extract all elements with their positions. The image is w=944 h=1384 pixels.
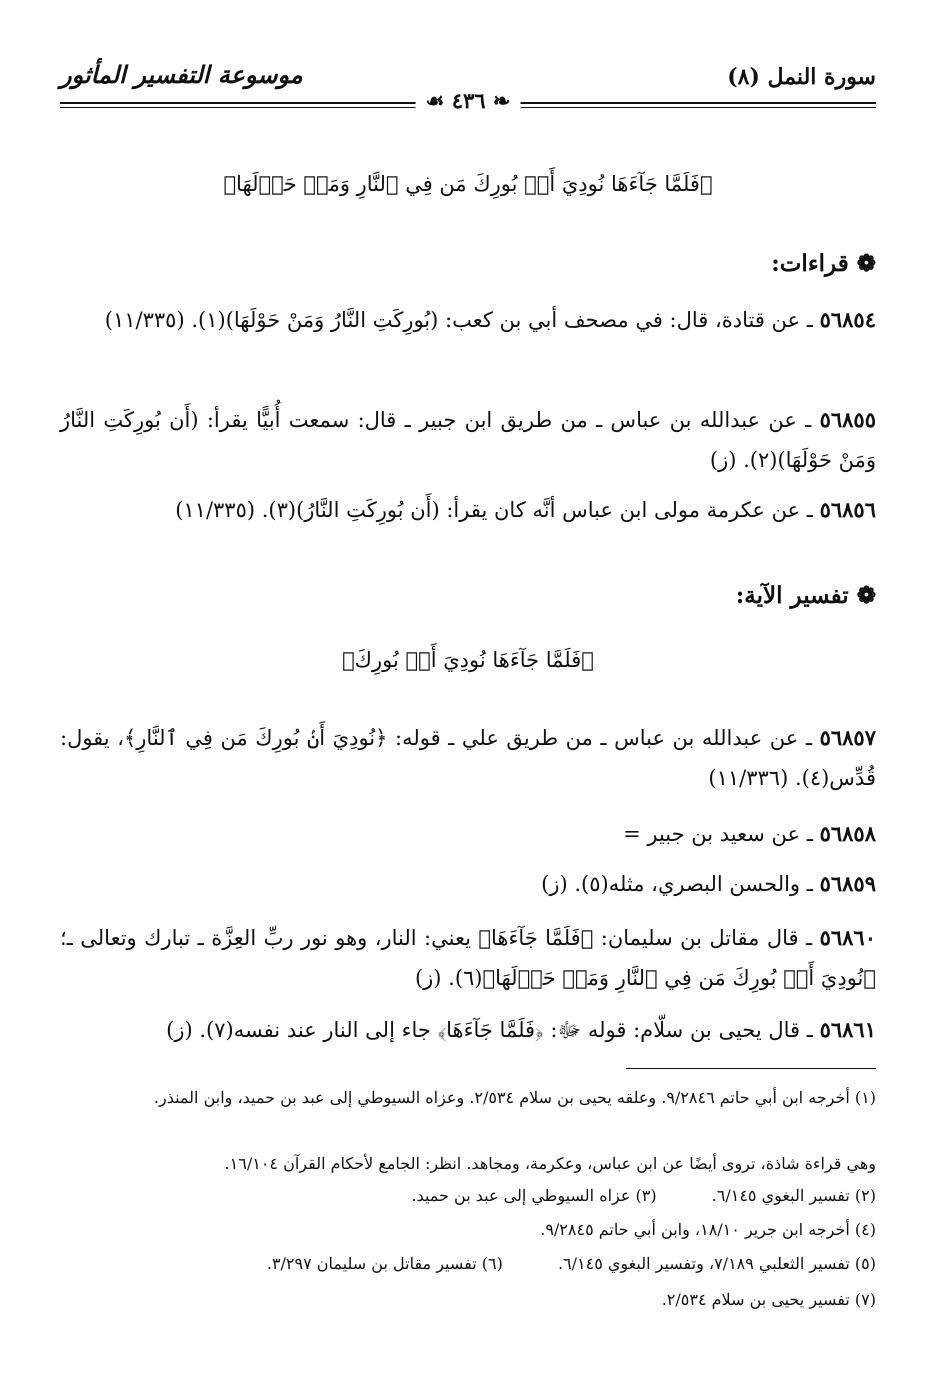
entry-number: ٥٦٨٥٨ [819,821,876,846]
footnote-rule [626,1068,876,1069]
entry-number: ٥٦٨٥٤ [819,307,876,332]
entry-text: ـ قال مقاتل بن سليمان: ﴿فَلَمَّا جَآءَهَا﴾ يعني: النار، وهو نور ربِّ العِزَّة ـ تبارك وتعالى ـ؛ ﴿نُودِيَ أَنۢ بُورِكَ مَن فِي ٱلنَّارِ وَمَنۡ حَوۡلَهَا﴾(٦). (ز) [60,926,876,990]
footnote-2: (٢) تفسير البغوي ٦/١٤٥. [711,1186,876,1205]
entry [60,864,876,904]
entry-number: ٥٦٨٥٥ [819,407,876,432]
footnote-7: (٧) تفسير يحيى بن سلام ٢/٥٣٤. [661,1290,876,1309]
entry-number: ٥٦٨٥٩ [819,871,876,896]
flower-icon: ❁ [856,250,876,277]
footnote-row [60,1182,876,1210]
verse-sub: ﴿فَلَمَّا جَآءَهَا نُودِيَ أَنۢ بُورِكَ﴾ [342,648,594,672]
entry-text: ـ عن قتادة، قال: في مصحف أبي بن كعب: (بُورِكَتِ النَّارُ وَمَنْ حَوْلَهَا)(١). (١١/٣٣٥) [104,308,813,332]
page-header [60,60,876,113]
book-page [60,0,876,1384]
entry-text: ـ عن عبدالله بن عباس ـ من طريق ابن جبير ـ قال: سمعت أُبيًّا يقرأ: (أَن بُورِكَتِ النَّارُ وَمَنْ حَوْلَهَا)(٢). (ز) [60,408,876,472]
footnote-1: (١) أخرجه ابن أبي حاتم ٩/٢٨٤٦. وعلقه يحيى بن سلام ٢/٥٣٤. وعزاه السيوطي إلى عبد بن حميد، وابن المنذر. [153,1088,876,1107]
section-heading-text: قراءات: [771,250,849,277]
footnote-row [60,1250,876,1278]
entry-number: ٥٦٨٥٧ [819,725,876,750]
entry-text: ـ عن سعيد بن جبير = [623,822,813,846]
page-number: ❧ ٤٣٦ ☙ [416,88,521,113]
entry [60,718,876,798]
entry-number: ٥٦٨٥٦ [819,497,876,522]
entry-number: ٥٦٨٦١ [819,1017,876,1042]
footnote-1-note: وهي قراءة شاذة، تروى أيضًا عن ابن عباس، وعكرمة، ومجاهد. انظر: الجامع لأحكام القرآن ١٦/١٠٤. [224,1154,876,1173]
flower-icon: ❁ [856,582,876,609]
footnote-5: (٥) تفسير الثعلبي ٧/١٨٩، وتفسير البغوي ٦/١٤٥. [557,1254,876,1273]
section-heading-text: تفسير الآية: [735,582,849,609]
page-number-value: ٤٣٦ [451,88,486,113]
footnote-4: (٤) أخرجه ابن جرير ١٨/١٠، وابن أبي حاتم ٩/٢٨٤٥. [540,1220,876,1239]
entry-text: ـ والحسن البصري، مثله(٥). (ز) [541,872,813,896]
entry [60,400,876,480]
entry-text: ـ عن عبدالله بن عباس ـ من طريق علي ـ قوله: ﴿نُودِيَ أَنۢ بُورِكَ مَن فِي ٱلنَّارِ﴾، يقول: قُدِّس(٤). (١١/٣٣٦) [60,726,876,790]
book-title: موسوعة التفسير المأثور [60,60,303,89]
entry-number: ٥٦٨٦٠ [819,925,876,950]
surah-title: سورة النمل (٨) [727,64,876,90]
entry [60,1010,876,1050]
entry [60,300,876,340]
entry-text: ـ عن عكرمة مولى ابن عباس أنَّه كان يقرأ: (أَن بُورِكَتِ النَّارُ)(٣). (١١/٣٣٥) [175,498,813,522]
entry [60,918,876,998]
section-heading-tafsir [736,582,876,609]
entry [60,490,876,530]
entry [60,814,876,854]
verse-main: ﴿فَلَمَّا جَآءَهَا نُودِيَ أَنۢ بُورِكَ مَن فِي ٱلنَّارِ وَمَنۡ حَوۡلَهَا﴾ [223,172,713,196]
footnote-6: (٦) تفسير مقاتل بن سليمان ٣/٢٩٧. [266,1254,503,1273]
entry-text: ـ قال يحيى بن سلّام: قوله ﷻ: ﴿فَلَمَّا جَآءَهَا﴾ جاء إلى النار عند نفسه(٧). (ز) [166,1018,813,1042]
section-heading-readings [771,250,876,277]
footnote-3: (٣) عزاه السيوطي إلى عبد بن حميد. [411,1186,657,1205]
